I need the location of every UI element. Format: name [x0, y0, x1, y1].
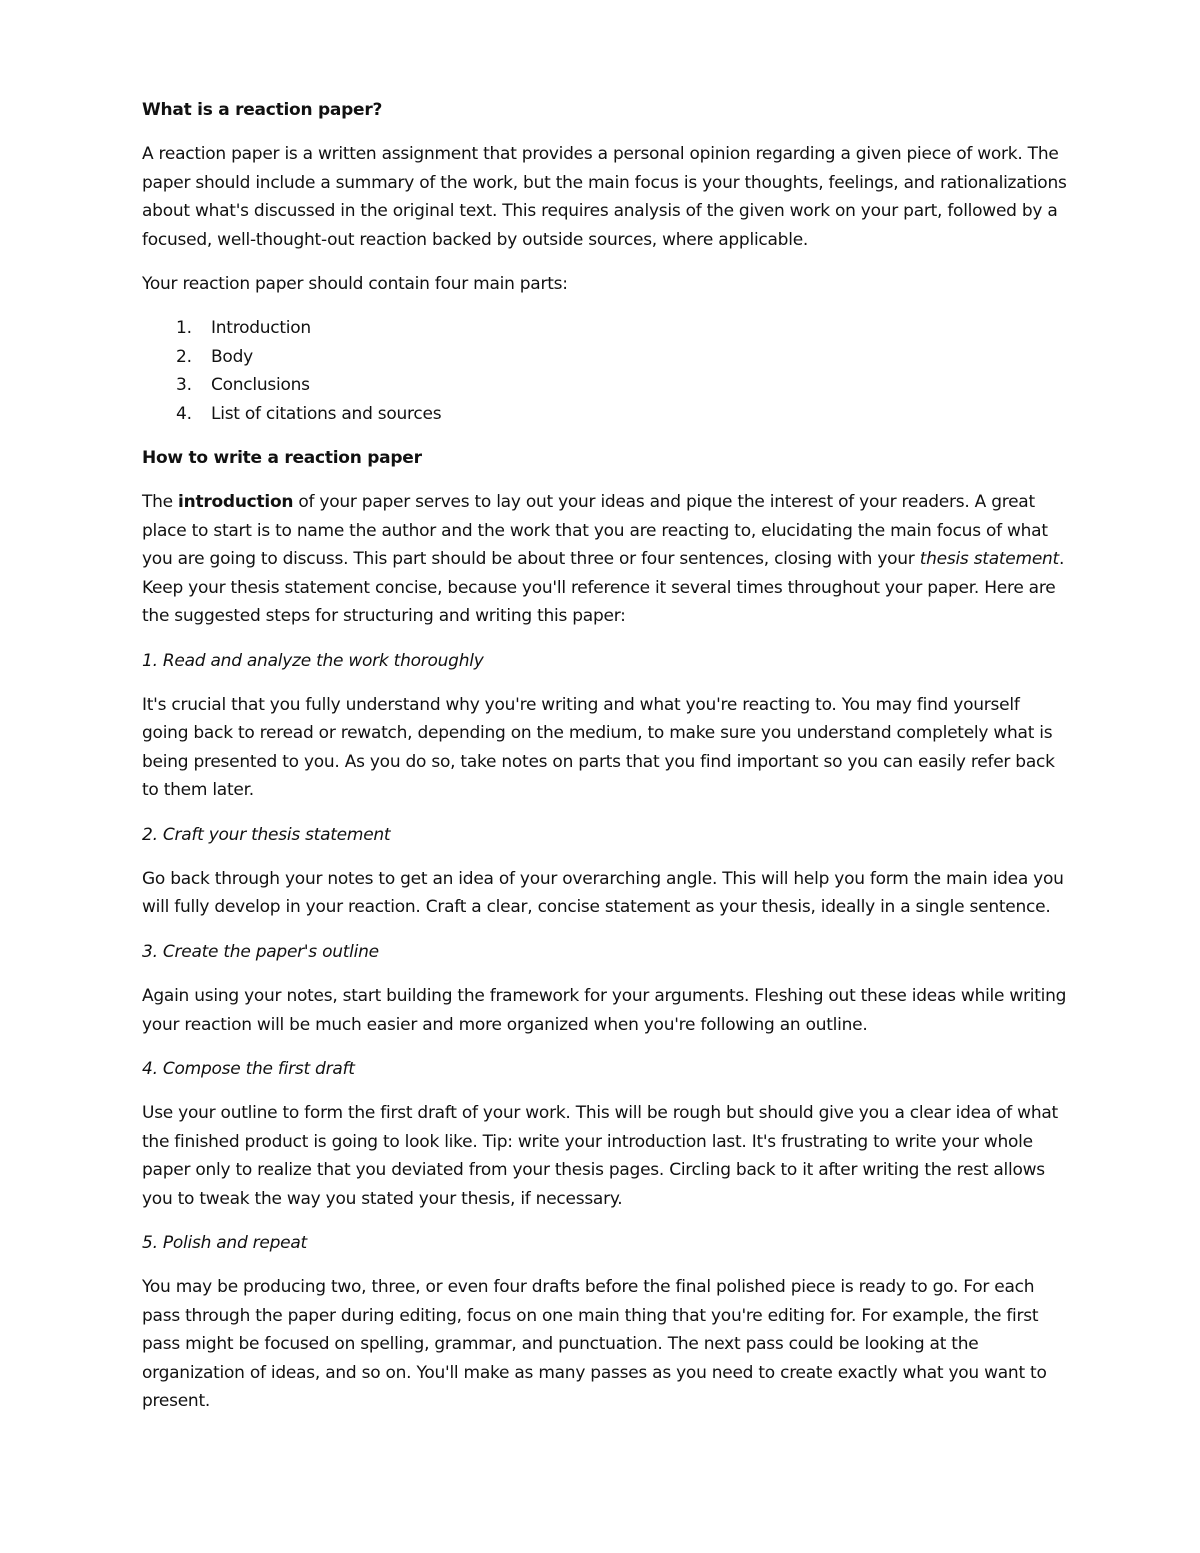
step-2-title: 2. Craft your thesis statement: [142, 824, 391, 845]
list-item: [142, 400, 1070, 428]
list-number: 1.: [176, 318, 192, 339]
list-item: [142, 314, 1070, 342]
list-item: [142, 371, 1070, 399]
step-4-body: Use your outline to form the first draft of your work. This will be rough but should give you a clear idea of what the finished product is going to look like. Tip: write your introduction last. It's frustrating to write your whole paper only to realize that you deviated from your thesis pages. Circling back to it after writing the rest allows you to tweak the way you stated your thesis, if necessary.: [142, 1103, 1058, 1209]
step-3-title: 3. Create the paper's outline: [142, 941, 379, 962]
heading-how-to: How to write a reaction paper: [142, 448, 422, 469]
how-italic-thesis: thesis statement: [919, 549, 1059, 570]
how-paragraph: [142, 488, 1070, 630]
step-2-body: Go back through your notes to get an idea of your overarching angle. This will help you form the main idea you will fully develop in your reaction. Craft a clear, concise statement as your thesis, ideally in a single sentence.: [142, 868, 1064, 918]
step-1-body: It's crucial that you fully understand why you're writing and what you're reacting to. You may find yourself going back to reread or rewatch, depending on the medium, to make sure you understand completely what is being presented to you. As you do so, take notes on parts that you find important so you can easily refer back to them later.: [142, 694, 1055, 801]
list-label: Introduction: [211, 318, 311, 339]
step-3-body: Again using your notes, start building the framework for your arguments. Fleshing out these ideas while writing your reaction will be much easier and more organized when you're following an outline.: [142, 986, 1067, 1035]
parts-list: [142, 314, 1070, 428]
list-label: Conclusions: [211, 375, 310, 396]
list-number: 2.: [176, 346, 192, 367]
intro-paragraph: A reaction paper is a written assignment that provides a personal opinion regarding a given piece of work. The paper should include a summary of the work, but the main focus is your thoughts, feelings, and rationalizations about what's discussed in the original text. This requires analysis of the given work on your part, followed by a focused, well-thought-out reaction backed by outside sources, where applicable.: [142, 144, 1067, 250]
list-number: 3.: [176, 375, 192, 396]
step-5-title: 5. Polish and repeat: [142, 1233, 307, 1253]
list-item: [142, 343, 1070, 371]
step-5-body: You may be producing two, three, or even four drafts before the final polished piece is ready to go. For each pass through the paper during editing, focus on one main thing that you're editing for. For example, the first pass might be focused on spelling, grammar, and punctuation. The next pass could be looking at the organization of ideas, and so on. You'll make as many passes as you need to create exactly what you want to present.: [142, 1277, 1047, 1412]
heading-what-is: What is a reaction paper?: [142, 100, 383, 120]
list-label: List of citations and sources: [211, 403, 442, 424]
list-number: 4.: [176, 403, 192, 424]
how-text-3: . Keep your thesis statement concise, because you'll reference it several times throughout your paper. Here are the suggested steps for structuring and writing this paper:: [142, 549, 1065, 627]
how-text-2: of your paper serves to lay out your ideas and pique the interest of your readers. A great place to start is to name the author and the work that you are reacting to, elucidating the main focus of what you are going to discuss. This part should be about three or four sentences, closing with your: [142, 492, 1048, 570]
parts-lead: Your reaction paper should contain four main parts:: [142, 274, 568, 295]
step-1-title: 1. Read and analyze the work thoroughly: [142, 650, 484, 671]
how-text-1: The: [142, 492, 179, 513]
step-4-title: 4. Compose the first draft: [142, 1058, 355, 1079]
list-label: Body: [211, 346, 253, 367]
how-bold-introduction: introduction: [178, 492, 294, 513]
